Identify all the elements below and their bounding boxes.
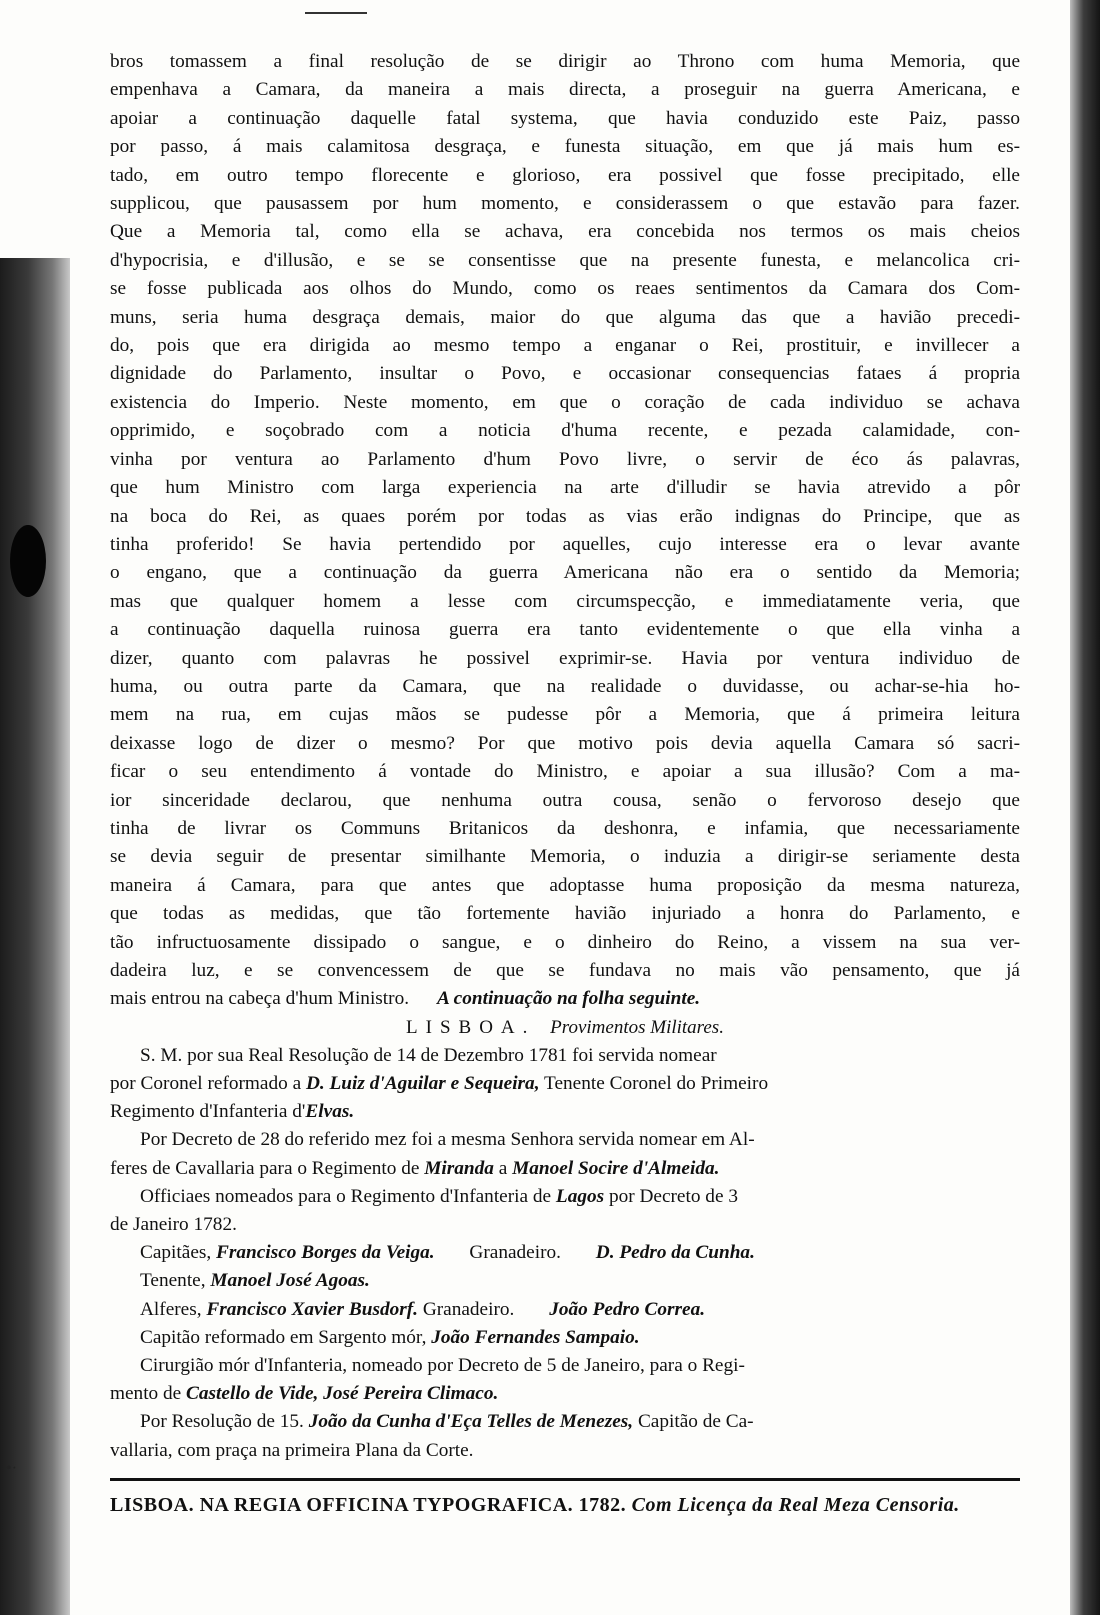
text-line: muns, seria huma desgraça demais, maior do que alguma das que a havião precedi- (110, 306, 1020, 328)
footer-rule (110, 1478, 1020, 1481)
imprint-text: LISBOA. NA REGIA OFFICINA TYPOGRAFICA. 1782. (110, 1494, 627, 1516)
text-line: supplicou, que pausassem por hum momento, e considerassem o que estavão para fazer. (110, 193, 1020, 215)
text-line: deixasse logo de dizer o mesmo? Por que motivo pois devia aquella Camara só sacri- (110, 732, 1020, 754)
section-heading (110, 1014, 1020, 1042)
text-line: empenhava a Camara, da maneira a mais directa, a proseguir na guerra Americana, e (110, 79, 1020, 101)
text-line: vinha por ventura ao Parlamento d'hum Povo livre, o servir de éco ás palavras, (110, 448, 1020, 470)
appointment-entry: Por Decreto de 28 do referido mez foi a mesma Senhora servida nomear em Al- feres de Cavallaria para o Regimento de Miranda a Manoel Socire d'Almeida. (110, 1129, 755, 1179)
appointments-list (110, 1042, 1020, 1465)
text-line: na boca do Rei, as quaes porém por todas as vias erão indignas do Principe, que as (110, 505, 1020, 527)
text-line: tado, em outro tempo florecente e glorioso, era possivel que fosse precipitado, elle (110, 164, 1020, 186)
license-text: Com Licença da Real Meza Censoria. (631, 1494, 960, 1516)
text-line: que hum Ministro com larga experiencia na arte d'illudir se havia atrevido a pôr (110, 477, 1020, 499)
text-line: maneira á Camara, para que antes que adoptasse huma proposição da mesma natureza, (110, 874, 1020, 896)
text-line: mem na rua, em cujas mãos se pudesse pôr a Memoria, que á primeira leitura (110, 704, 1020, 726)
text-line: dizer, quanto com palavras he possivel exprimir-se. Havia por ventura individuo de (110, 647, 1020, 669)
appointment-entry: Alferes, Francisco Xavier Busdorf. Granadeiro. João Pedro Correa. (140, 1298, 706, 1320)
text-line: ficar o seu entendimento á vontade do Ministro, e apoiar a sua illusão? Com a ma- (110, 761, 1020, 783)
text-line: que todas as medidas, que tão fortemente havião injuriado a honra do Parlamento, e (110, 903, 1020, 925)
scan-edge-right (1070, 0, 1100, 1615)
appointment-entry: Por Resolução de 15. João da Cunha d'Eça Telles de Menezes, Capitão de Ca- vallaria, com praça na primeira Plana da Corte. (110, 1411, 754, 1461)
text-line: bros tomassem a final resolução de se dirigir ao Throno com huma Memoria, que (110, 51, 1020, 72)
appointment-entry: Cirurgião mór d'Infanteria, nomeado por Decreto de 5 de Janeiro, para o Regi- mento de Castello de Vide, José Pereira Climaco. (110, 1355, 745, 1405)
top-mark (305, 12, 367, 14)
text-line: apoiar a continuação daquelle fatal systema, que havia conduzido este Paiz, passo (110, 107, 1020, 129)
appointment-entry: Tenente, Manoel José Agoas. (140, 1270, 370, 1292)
text-line: do, pois que era dirigida ao mesmo tempo a enganar o Rei, prostituir, e invillecer a (110, 335, 1020, 357)
continuation-note: A continuação na folha seguinte. (437, 988, 701, 1010)
appointment-entry: Capitão reformado em Sargento mór, João Fernandes Sampaio. (140, 1326, 640, 1348)
text-line: opprimido, e soçobrado com a noticia d'huma recente, e pezada calamidade, con- (110, 420, 1020, 442)
text-line: tinha de livrar os Communs Britanicos da deshonra, e infamia, que necessariamente (110, 817, 1020, 839)
text-line: ior sinceridade declarou, que nenhuma outra cousa, senão o fervoroso desejo que (110, 789, 1020, 811)
text-line: o engano, que a continuação da guerra Americana não era o sentido da Memoria; (110, 562, 1020, 584)
text-line: existencia do Imperio. Neste momento, em que o coração de cada individuo se achava (110, 391, 1020, 413)
text-line: mais entrou na cabeça d'hum Ministro. A continuação na folha seguinte. (110, 988, 701, 1010)
appointment-entry: S. M. por sua Real Resolução de 14 de Dezembro 1781 foi servida nomear por Coronel reformado a D. Luiz d'Aguilar e Sequeira, Tenente Coronel do Primeiro Regimento d'Infanteria d'Elvas. (110, 1044, 769, 1123)
text-line: dadeira luz, e se convencessem de que se fundava no mais vão pensamento, que já (110, 960, 1020, 981)
scan-shadow-left (0, 258, 70, 1615)
text-line: mas que qualquer homem a lesse com circumspecção, e immediatamente veria, que (110, 590, 1020, 612)
margin-marks: •· (6, 1460, 17, 1477)
text-line: d'hypocrisia, e d'illusão, e se se consentisse que na presente funesta, e melancolica cri- (110, 249, 1020, 271)
appointment-entry: Officiaes nomeados para o Regimento d'Infanteria de Lagos por Decreto de 3 de Janeiro 1782. (110, 1185, 738, 1236)
binding-hole (10, 525, 46, 597)
text-line: huma, ou outra parte da Camara, que na realidade o duvidasse, ou achar-se-hia ho- (110, 675, 1020, 697)
text-line: Que a Memoria tal, como ella se achava, era concebida nos termos os mais cheios (110, 221, 1020, 243)
appointment-entry: Capitães, Francisco Borges da Veiga. Granadeiro. D. Pedro da Cunha. (140, 1242, 755, 1264)
text-line: por passo, á mais calamitosa desgraça, e funesta situação, em que já mais hum es- (110, 136, 1020, 158)
heading-subtitle: Provimentos Militares. (550, 1016, 724, 1038)
page-content (110, 48, 1020, 1465)
text-line: tão infructuosamente dissipado o sangue, e o dinheiro do Reino, a vissem na sua ver- (110, 931, 1020, 953)
text-line: se fosse publicada aos olhos do Mundo, como os reaes sentimentos da Camara dos Com- (110, 278, 1020, 300)
heading-city: LISBOA. (406, 1016, 536, 1038)
text-line: a continuação daquella ruinosa guerra era tanto evidentemente o que ella vinha a (110, 619, 1020, 641)
imprint-footer (110, 1490, 1020, 1520)
text-line: tinha proferido! Se havia pertendido por aquelles, cujo interesse era o levar avante (110, 533, 1020, 555)
text-line: dignidade do Parlamento, insultar o Povo, e occasionar consequencias fataes á propria (110, 363, 1020, 385)
article-body (110, 48, 1020, 1014)
text-line: se devia seguir de presentar similhante Memoria, o induzia a dirigir-se seriamente desta (110, 846, 1020, 868)
